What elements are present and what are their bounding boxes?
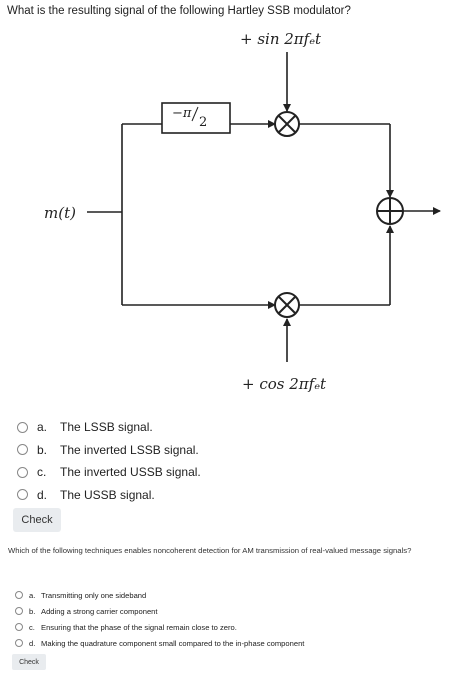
option-text: The inverted USSB signal. [60,465,201,480]
phase-shift-numerator: −π [172,106,192,121]
top-multiplier [275,112,299,136]
option-letter: d. [29,638,36,648]
option-text: Ensuring that the phase of the signal remain close to zero. [41,622,237,632]
radio-button[interactable] [17,489,28,500]
question-2-text: Which of the following techniques enables noncoherent detection for AM transmission of real-valued message signals? [8,546,412,555]
option-text: Making the quadrature component small compared to the in-phase component [41,638,305,648]
question-1-options [17,416,201,506]
option-text: Transmitting only one sideband [41,590,147,600]
cos-carrier-label: + cos 2πfₑt [242,375,327,393]
option-letter: b. [29,606,36,616]
q1-option-d[interactable] [17,484,201,507]
hartley-ssb-modulator-diagram [0,20,475,395]
q2-option-a[interactable] [15,587,304,603]
radio-button[interactable] [15,639,23,647]
option-text: The inverted LSSB signal. [60,442,199,457]
phase-shift-denominator: 2 [199,115,208,130]
q1-check-button[interactable]: Check [13,508,61,532]
input-label: m(t) [44,204,76,222]
q1-option-c[interactable] [17,461,201,484]
radio-button[interactable] [17,422,28,433]
q2-option-c[interactable] [15,619,304,635]
sin-carrier-label: + sin 2πfₑt [240,30,322,48]
radio-button[interactable] [15,623,23,631]
q1-option-a[interactable] [17,416,201,439]
option-letter: a. [37,420,48,435]
radio-button[interactable] [15,591,23,599]
bottom-multiplier [275,293,299,317]
q2-option-d[interactable] [15,635,304,651]
option-text: The USSB signal. [60,487,155,502]
option-letter: a. [29,590,36,600]
option-letter: b. [37,442,48,457]
question-2-options [15,587,304,651]
option-letter: d. [37,487,48,502]
option-text: The LSSB signal. [60,420,153,435]
q2-option-b[interactable] [15,603,304,619]
radio-button[interactable] [15,607,23,615]
option-text: Adding a strong carrier component [41,606,158,616]
option-letter: c. [37,465,47,480]
adder [377,198,403,224]
question-1-text: What is the resulting signal of the following Hartley SSB modulator? [7,5,351,17]
radio-button[interactable] [17,467,28,478]
radio-button[interactable] [17,444,28,455]
q2-check-button[interactable]: Check [12,654,46,670]
option-letter: c. [29,622,35,632]
q1-option-b[interactable] [17,439,201,462]
